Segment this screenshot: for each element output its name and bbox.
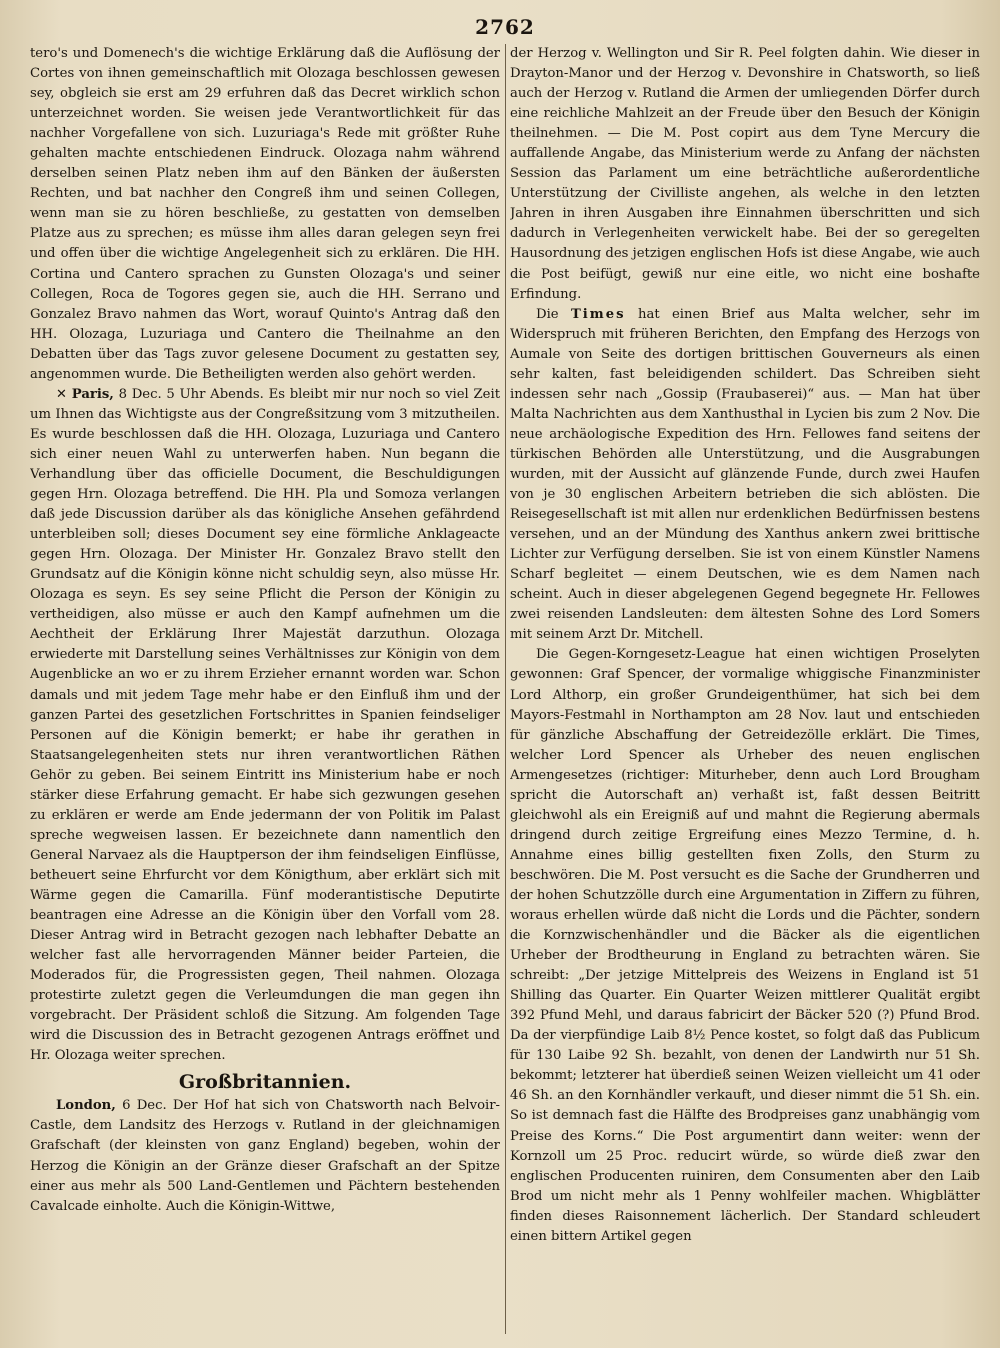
article-paragraph [30, 1096, 500, 1216]
article-text: hat einen Brief aus Malta welcher, sehr im Widerspruch mit früheren Berichten, den Empfang des Herzogs von Aumale von Seite des dortigen brittischen Gouverneurs als einen sehr kalten, fast beleidigenden schildert. Das Schreiben sieht indessen sehr nach „Gossip (Fraubaserei)“ aus. — Man hat über Malta Nachrichten aus dem Xanthusthal in Lycien bis zum 2 Nov. Die neue archäologische Expedition des Hrn. Fellowes fand seitens der türkischen Behörden alle Unterstützung, und die Ausgrabungen wurden, mit der Aussicht auf glänzende Funde, durch zwei Haufen von je 30 englischen Arbeitern betrieben die sich ablösten. Die Reisegesellschaft ist mit allen nur erdenklichen Bedürfnissen bestens versehen, und an der Mündung des Xanthus ankern zwei brittische Lichter zur Verfügung derselben. Sie ist von einem Künstler Namens Scharf begleitet — einem Deutschen, wie es dem Namen nach scheint. Auch in dieser abgelegenen Gegend begegnete Hr. Fellowes zwei reisenden Landsleuten: dem ältesten Sohne des Lord Somers mit seinem Arzt Dr. Mitchell. [510, 306, 980, 643]
dateline-place: London, [56, 1098, 116, 1114]
article-paragraph [30, 385, 500, 1067]
right-column [510, 44, 980, 1344]
article-text: 6 Dec. Der Hof hat sich von Chatsworth nach Belvoir-Castle, dem Landsitz des Herzogs v. Rutland in der gleichnamigen Grafschaft (der kleinsten von ganz England) begeben, wohin der Herzog die Königin an der Gränze dieser Grafschaft an der Spitze einer aus mehr als 500 Land-Gentlemen und Pächtern bestehenden Cavalcade einholte. Auch die Königin-Wittwe, [30, 1098, 500, 1214]
dateline-place: Paris, [71, 386, 114, 402]
left-column [30, 44, 500, 1344]
column-divider [505, 44, 506, 1334]
correspondent-mark: ✕ [56, 386, 68, 402]
article-text: Die [536, 306, 571, 322]
columns [30, 44, 980, 1344]
article-paragraph: tero's und Domenech's die wichtige Erklärung daß die Auflösung der Cortes von ihnen gemeinschaftlich mit Olozaga beschlossen gewesen sey, obgleich sie erst am 29 erfuhren daß das Decret wirklich schon unterzeichnet worden. Sie weisen jede Verantwortlichkeit für das nachher Vorgefallene von sich. Luzuriaga's Rede mit größter Ruhe gehalten machte entschiedenen Eindruck. Olozaga nahm während derselben seinen Platz neben ihm auf den Bänken der äußersten Rechten, und bat nachher den Congreß ihm und seinen Collegen, wenn man sie zu hören beschließe, zu gestatten von demselben Platze aus zu sprechen; es müsse ihm alles daran gelegen seyn frei und offen über die wichtige Angelegenheit sich zu erklären. Die HH. Cortina und Cantero sprachen zu Gunsten Olozaga's und seiner Collegen, Roca de Togores gegen sie, auch die HH. Serrano und Gonzalez Bravo nahmen das Wort, worauf Quinto's Antrag daß den HH. Olozaga, Luzuriaga und Cantero die Theilnahme an den Debatten über das Tags zuvor gelesene Document zu gestatten sey, angenommen wurde. Die Betheiligten werden also gehört werden. [30, 46, 500, 382]
page-number: 2762 [475, 15, 535, 39]
article-paragraph [510, 305, 980, 646]
article-text: 8 Dec. 5 Uhr Abends. Es bleibt mir nur noch so viel Zeit um Ihnen das Wichtigste aus der Congreßsitzung vom 3 mitzutheilen. Es wurde beschlossen daß die HH. Olozaga, Luzuriaga und Cantero sich einer neuen Wahl zu unterwerfen haben. Nun begann die Verhandlung über das officielle Document, die Beschuldigungen gegen Hrn. Olozaga betreffend. Die HH. Pla und Somoza verlangen daß jede Discussion darüber als das königliche Ansehen gefährdend unterbleiben soll; dieses Document sey eine förmliche Anklageacte gegen Hrn. Olozaga. Der Minister Hr. Gonzalez Bravo stellt den Grundsatz auf die Königin könne nicht schuldig seyn, also müsse Hr. Olozaga es seyn. Es sey seine Pflicht die Person der Königin zu vertheidigen, also müsse er auch den Kampf aufnehmen um die Aechtheit der Erklärung Ihrer Majestät darzuthun. Olozaga erwiederte mit Darstellung seines Verhältnisses zur Königin von dem Augenblicke an wo er zu ihrem Erzieher ernannt worden war. Schon damals und mit jedem Tage mehr habe er den Einfluß ihm und der ganzen Partei des gesetzlichen Fortschrittes in Spanien feindseliger Personen auf die Königin bemerkt; er habe ihr gerathen in Staatsangelegenheiten stets nur ihren verantwortlichen Räthen Gehör zu geben. Bei seinem Eintritt ins Ministerium habe er noch stärker diese Erfahrung gemacht. Er habe sich gezwungen gesehen zu erklären er werde am Ende jedermann der von Politik im Palast spreche wegweisen lassen. Er bezeichnete dann namentlich den General Narvaez als die Hauptperson der ihm feindseligen Einflüsse, betheuert seine Ehrfurcht vor dem Königthum, aber erklärt sich mit Wärme gegen die Camarilla. Fünf moderantistische Deputirte beantragen eine Adresse an die Königin über den Vorfall vom 28. Dieser Antrag wird in Betracht gezogen nach lebhafter Debatte an welcher fast alle hervorragenden Männer beider Parteien, die Moderados für, die Progressisten gegen, Theil nahmen. Olozaga protestirte zuletzt gegen die Verleumdungen die man gegen ihn vorgebracht. Der Präsident schloß die Sitzung. Am folgenden Tage wird die Discussion des in Betracht gezogenen Antrags eröffnet und Hr. Olozaga weiter sprechen. [30, 386, 500, 1064]
article-paragraph: Die Gegen-Korngesetz-League hat einen wichtigen Proselyten gewonnen: Graf Spencer, der vormalige whiggische Finanzminister Lord Althorp, ein großer Grundeigenthümer, hat sich bei dem Mayors-Festmahl in Northampton am 28 Nov. laut und entschieden für gänzliche Abschaffung der Getreidezölle erklärt. Die Times, welcher Lord Spencer als Urheber des neuen englischen Armengesetzes (richtiger: Miturheber, denn auch Lord Brougham spricht die Autorschaft an) verhaßt ist, faßt dessen Beitritt gleichwohl als ein Ereigniß auf und mahnt die Regierung abermals dringend durch zeitige Ergreifung eines Mezzo Termine, d. h. Annahme eines billig gestellten fixen Zolls, den Sturm zu beschwören. Die M. Post versucht es die Sache der Grundherren und der hohen Schutzzölle durch eine Argumentation in Ziffern zu führen, woraus erhellen würde daß nicht die Lords und die Pächter, sondern die Kornzwischenhändler und die Bäcker als die eigentlichen Urheber der Brodtheurung in England zu betrachten wären. Sie schreibt: „Der jetzige Mittelpreis des Weizens in England ist 51 Shilling das Quarter. Ein Quarter Weizen mittlerer Qualität ergibt 392 Pfund Mehl, und daraus fabricirt der Bäcker 520 (?) Pfund Brod. Da der vierpfündige Laib 8½ Pence kostet, so folgt daß das Publicum für 130 Laibe 92 Sh. bezahlt, von denen der Landwirth nur 51 Sh. bekommt; letzterer hat überdieß seinen Weizen vielleicht um 41 oder 46 Sh. an den Kornhändler verkauft, und dieser nimmt die 51 Sh. ein. So ist demnach fast die Hälfte des Brodpreises ganz unabhängig vom Preise des Korns.“ Die Post argumentirt dann weiter: wenn der Kornzoll um 25 Proc. reducirt würde, so würde dieß zwar den englischen Producenten ruiniren, dem Consumenten aber den Laib Brod um nicht mehr als 1 Penny wohlfeiler machen. Whigblätter finden dieses Raisonnement lächerlich. Der Standard schleudert einen bittern Artikel gegen [510, 647, 980, 1244]
newspaper-name: Times [570, 306, 626, 322]
article-paragraph: der Herzog v. Wellington und Sir R. Peel folgten dahin. Wie dieser in Drayton-Manor und der Herzog v. Devonshire in Chatsworth, so ließ auch der Herzog v. Rutland die Armen der umliegenden Dörfer durch eine reichliche Mahlzeit an der Freude über den Besuch der Königin theilnehmen. — Die M. Post copirt aus dem Tyne Mercury die auffallende Angabe, das Ministerium werde zu Anfang der nächsten Session das Parlament um eine beträchtliche außerordentliche Unterstützung der Civilliste angehen, als welche in den letzten Jahren in ihren Ausgaben ihre Einnahmen überschritten und sich dadurch in Verlegenheiten verwickelt habe. Bei der so geregelten Hausordnung des jetzigen englischen Hofs ist diese Angabe, wie auch die Post beifügt, gewiß nur eine eitle, wo nicht eine boshafte Erfindung. [510, 46, 980, 302]
section-heading: Großbritannien. [178, 1071, 352, 1094]
